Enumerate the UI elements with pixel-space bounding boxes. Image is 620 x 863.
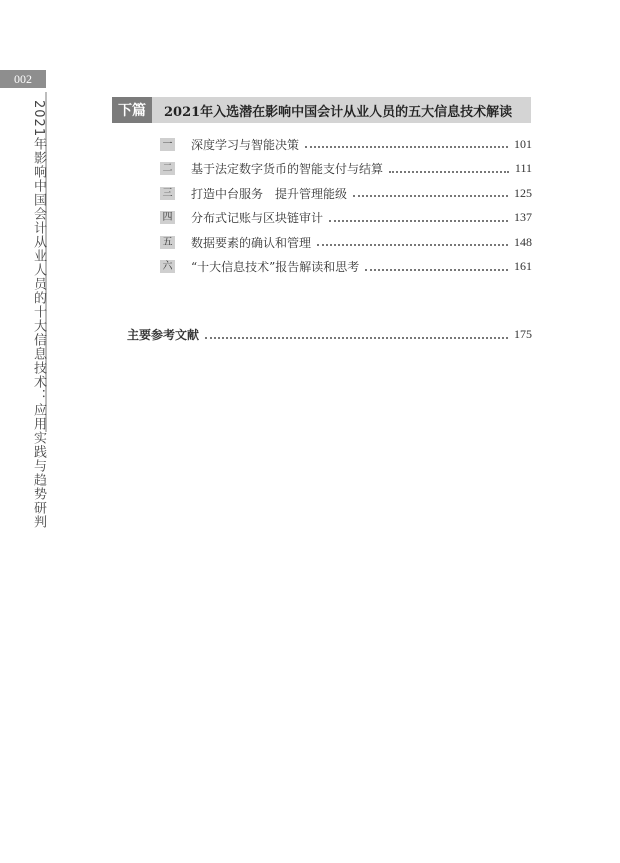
references-title: 主要参考文献 (127, 328, 200, 342)
chapter-title: 分布式记账与区块链审计 (191, 211, 324, 226)
chapter-title: “十大信息技术”报告解读和思考 (191, 260, 360, 275)
dot-leader (305, 146, 508, 148)
chapter-title: 基于法定数字货币的智能支付与结算 (191, 162, 384, 177)
chapter-number: 四 (160, 211, 175, 224)
chapter-title: 打造中台服务 提升管理能级 (191, 186, 348, 201)
chapter-number: 六 (160, 260, 175, 273)
toc-entry[interactable] (160, 255, 532, 280)
chapter-number: 一 (160, 138, 175, 151)
chapter-title: 数据要素的确认和管理 (191, 235, 312, 250)
toc-entry[interactable] (160, 132, 532, 157)
chapter-page: 148 (514, 234, 532, 249)
chapter-page: 111 (514, 161, 532, 176)
dot-leader (317, 244, 508, 246)
chapter-page: 125 (514, 185, 532, 200)
toc-entry[interactable] (160, 206, 532, 231)
chapter-page: 137 (514, 210, 532, 225)
running-title: 2021年影响中国会计从业人员的十大信息技术：应用实践与趋势研判 (31, 100, 46, 530)
part-label: 下篇 (112, 97, 152, 123)
chapter-number: 二 (160, 162, 175, 175)
dot-leader (205, 337, 508, 339)
dot-leader (389, 171, 509, 173)
chapter-number: 五 (160, 236, 175, 249)
toc-entry[interactable] (160, 230, 532, 255)
toc-entry[interactable] (160, 181, 532, 206)
chapter-number: 三 (160, 187, 175, 200)
part-header (112, 97, 531, 123)
references-page: 175 (514, 327, 532, 341)
toc-entry[interactable] (160, 157, 532, 182)
chapter-page: 161 (514, 259, 532, 274)
toc-list (160, 132, 532, 279)
chapter-title: 深度学习与智能决策 (191, 137, 300, 152)
dot-leader (353, 195, 508, 197)
dot-leader (329, 220, 508, 222)
chapter-page: 101 (514, 136, 532, 151)
part-title: 2021年入选潜在影响中国会计从业人员的五大信息技术解读 (164, 104, 513, 120)
page-number: 002 (0, 70, 46, 88)
references-entry[interactable] (127, 326, 532, 343)
dot-leader (365, 269, 508, 271)
